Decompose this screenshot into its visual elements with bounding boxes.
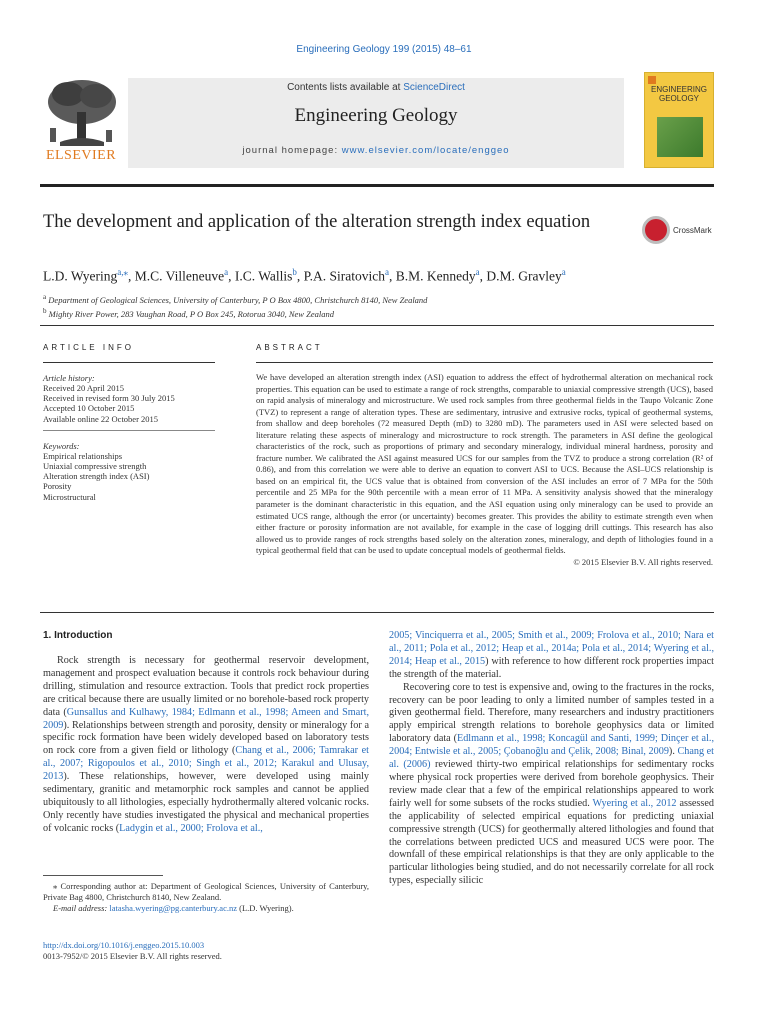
author-name[interactable]: P.A. Siratovich [303, 268, 386, 284]
article-info-rule [43, 362, 215, 363]
author-name[interactable]: B.M. Kennedy [395, 268, 476, 284]
history-list [43, 383, 215, 424]
history-item: Accepted 10 October 2015 [43, 403, 135, 414]
footnote-rule [43, 875, 163, 876]
intro-paragraph-1 [43, 655, 369, 836]
affiliation-item [43, 292, 703, 306]
abstract [256, 343, 713, 567]
author-affiliation-mark[interactable]: a [561, 267, 566, 277]
author-list [43, 267, 703, 285]
keyword-item: Alteration strength index (ASI) [43, 471, 150, 482]
keyword-item: Uniaxial compressive strength [43, 461, 147, 472]
header-rule [40, 184, 714, 187]
history-item: Received 20 April 2015 [43, 383, 124, 393]
crossmark-icon [642, 216, 670, 244]
intro-paragraph-2 [389, 682, 714, 889]
crossmark-badge[interactable] [642, 216, 712, 244]
paragraph-text: ). [668, 746, 678, 758]
publisher-name: ELSEVIER [45, 148, 117, 163]
section-title: 1. Introduction [43, 630, 113, 641]
author-name[interactable]: L.D. Wyering [43, 268, 118, 284]
cover-title: ENGINEERING GEOLOGY [650, 85, 707, 103]
author-separator: , [296, 268, 304, 284]
body-column-right [389, 630, 714, 888]
corresponding-author: ⁎ Corresponding author at: Department of Geological Sciences, University of Canterbury, Private Bag 4800, Christchurch 8140, New Zealand. [43, 881, 369, 902]
contents-prefix: Contents lists available at [287, 82, 404, 93]
author-name[interactable]: I.C. Wallis [234, 268, 293, 284]
contents-line [128, 82, 624, 93]
body-column-left [43, 630, 369, 836]
keywords-list [43, 451, 215, 502]
journal-citation[interactable]: Engineering Geology 199 (2015) 48–61 [296, 44, 472, 55]
crossmark-label: CrossMark [673, 225, 712, 235]
abstract-heading: ABSTRACT [256, 343, 323, 352]
citation-link[interactable]: Ladygin et al., 2000; Frolova et al., [119, 822, 263, 834]
sciencedirect-link[interactable]: ScienceDirect [403, 82, 465, 93]
author-affiliation-mark[interactable]: a [475, 267, 480, 277]
history-item: Available online 22 October 2015 [43, 413, 159, 424]
paragraph-text: ) with reference to how different rock properties impact the strength of the material. [389, 655, 715, 680]
paragraph-text: assessed the applicability of selected empirical equations for predicting uniaxial compressive strength (UCS) for geothermally altered lithologies and found that the correlations between predicted UCS and measured UCS were poor. The downfall of these empirical relationships is that they are only applicable to the particular lithologies being studied, and do not necessarily correlate for all rock types, especially silicic [389, 797, 714, 887]
affiliations [43, 292, 703, 320]
paragraph-text: Recovering core to test is expensive and, owing to the fractures in the rocks, recovery can be poor leading to only a limited number of samples tested in a given geothermal field. Therefore, many researchers and industry practitioners apply empirical strength relations to borehole geophysics data or limited laboratory data ( [389, 681, 714, 745]
author-name[interactable]: M.C. Villeneuve [134, 268, 225, 284]
citation-link[interactable]: Edlmann et al., 1998; Koncagül and Santi, 1999; Dinçer et al., 2004; Entwisle et al., 2005; Çobanoğlu and Çelik, 2008; Binal, 2009 [389, 733, 714, 758]
intro-paragraph-1-cont [389, 630, 714, 682]
email-link[interactable]: latasha.wyering@pg.canterbury.ac.nz [109, 903, 237, 913]
affiliation-mark: a [43, 293, 47, 301]
abstract-copyright: © 2015 Elsevier B.V. All rights reserved. [573, 556, 713, 567]
journal-homepage [128, 145, 624, 156]
author-separator: , [389, 268, 396, 284]
author-separator: , [128, 268, 135, 284]
corresponding-author-footnote [43, 881, 369, 914]
front-matter-rule [40, 325, 714, 326]
abstract-rule [256, 362, 713, 363]
keyword-item: Empirical relationships [43, 450, 123, 461]
author-affiliation-mark[interactable]: b [292, 267, 297, 277]
homepage-link[interactable]: www.elsevier.com/locate/enggeo [341, 145, 510, 156]
history-rule [43, 430, 215, 431]
keywords-label: Keywords: [43, 440, 80, 451]
cover-corner-mark [648, 76, 656, 84]
history-item: Received in revised form 30 July 2015 [43, 393, 175, 404]
article-title: The development and application of the alteration strength index equation [43, 212, 591, 232]
journal-header [40, 72, 714, 172]
journal-title: Engineering Geology [294, 105, 458, 126]
publisher-logo [40, 72, 122, 168]
author-affiliation-mark[interactable]: a [224, 267, 229, 277]
email-label: E-mail address: [53, 903, 110, 913]
affiliation-text: Mighty River Power, 283 Vaughan Road, P O Box 245, Rotorua 3040, New Zealand [48, 308, 334, 319]
citation-link[interactable]: Chang et al., 2006; Tamrakar et al., 2007; Rigopoulos et al., 2010; Singh et al., 2012; Karakul and Ulusay, 2013 [43, 745, 369, 783]
paragraph-text: Rock strength is necessary for geothermal reservoir development, management and prospect evaluation because it controls rock behaviour during drilling, stimulation and resource extraction. Tools that predict rock properties are critical because there are usually limited or no borehole-based rock property data ( [43, 655, 369, 718]
issn-line: 0013-7952/© 2015 Elsevier B.V. All rights reserved. [43, 951, 222, 961]
journal-masthead [128, 78, 624, 168]
paragraph-text: reviewed thirty-two empirical relationships for sedimentary rocks where physical rock properties were derived from borehole geophysics. Their review made clear that a few of the empirical relationships appeared to work fairly well for some subsets of the rocks studied. [389, 759, 714, 809]
doi-block [43, 940, 222, 962]
author-separator: , [479, 268, 487, 284]
keyword-item: Porosity [43, 481, 72, 492]
author-separator: , [228, 268, 235, 284]
affiliation-mark: b [43, 306, 47, 315]
doi-link[interactable]: http://dx.doi.org/10.1016/j.enggeo.2015.10.003 [43, 940, 205, 950]
body-rule [40, 612, 714, 613]
citation-link[interactable]: 2005; Vinciquerra et al., 2005; Smith et al., 2009; Frolova et al., 2010; Nara et al., 2011; Pola et al., 2012; Heap et al., 2014a; Pola et al., 2014; Wyering et al., 2014; Heap et al., 2015 [389, 630, 714, 667]
tree-icon [40, 72, 122, 150]
citation-link[interactable]: Chang et al. (2006) [389, 746, 714, 771]
paragraph-text: ). Relationships between strength and porosity, density or mineralogy for a specific rock formation have been widely developed based on laboratory tests on rock core from a given field or lithology ( [43, 719, 369, 757]
homepage-prefix: journal homepage: [242, 145, 342, 156]
affiliation-text: Department of Geological Sciences, University of Canterbury, P O Box 4800, Christchurch 8140, New Zealand [48, 294, 428, 305]
journal-cover-thumbnail[interactable] [644, 72, 714, 168]
citation-link[interactable]: Gunsallus and Kulhawy, 1984; Edlmann et al., 1998; Ameen and Smart, 2009 [43, 706, 369, 731]
citation-link[interactable]: Wyering et al., 2012 [592, 797, 677, 809]
keyword-item: Microstructural [43, 491, 96, 502]
author-affiliation-mark[interactable]: a [385, 267, 390, 277]
author-name[interactable]: D.M. Gravley [486, 268, 562, 284]
abstract-text: We have developed an alteration strength index (ASI) equation to address the effect of hydrothermal alteration on mechanical rock properties. This equation can be used to estimate a range of rock strengths, comparable to uniaxial compressive strength (UCS), based on rapid analysis of mineralogy and microstructure. We used rock samples from three geothermal fields in the Taupo Volcanic Zone (TVZ) to represent a range of alteration types. These are sedimentary, intrusive and extrusive rocks, typical of geothermal systems, from shallow and deep boreholes (72 measured Depth (mD) to 3280 mD). The parameters used in ASI were selected based on literature relating these aspects of mineralogy and microstructure to rock strength. The parameters in ASI define the geological characteristics of the rock, such as proportions of primary and secondary mineralogy, individual mineral hardness, porosity and fracture number. We calibrated the ASI against measured UCS for our samples from the TVZ to produce a strong correlation (R² of 0.86), and from this correlation we were able to derive an equation to convert ASI to UCS. Because the ASI–UCS relationship is based on an empirical fit, the UCS value that is obtained from conversion of the ASI includes an error of 7 MPa for the 50th percentile and 25 MPa for the 90th percentile with a mean error of 11 MPa. A sensitivity analysis showed that the mineralogy parameter is the dominant characteristic in this equation, and the ASI equation using only mineralogy can be used to provide an estimated UCS range, although the error (or uncertainty) becomes greater. This provides the ability to estimate strength even when either fracture or porosity information are not available, for example in the case of logging drill cuttings. This research has also allowed us to provide ranges of rock strengths based solely on the alteration zones, mineralogy, and depth of lithologies found in a typical geothermal field that can be used to update conceptual models of geothermal fields. [256, 372, 713, 556]
paragraph-text: ). These relationships, however, were developed using mainly sedimentary, granitic and metamorphic rock samples and cannot be applied ubiquitously to all lithologies, especially hydrothermally altered volcanic rocks. Only recently have studies investigated the physical and mechanical properties of volcanic rocks ( [43, 771, 369, 834]
affiliation-item [43, 306, 703, 320]
history-label: Article history: [43, 373, 95, 383]
cover-image [657, 117, 703, 157]
article-info [43, 343, 215, 502]
article-info-heading: ARTICLE INFO [43, 343, 134, 352]
email-line [43, 903, 369, 914]
email-suffix: (L.D. Wyering). [237, 903, 294, 913]
author-affiliation-mark[interactable]: a,⁎ [117, 267, 129, 277]
